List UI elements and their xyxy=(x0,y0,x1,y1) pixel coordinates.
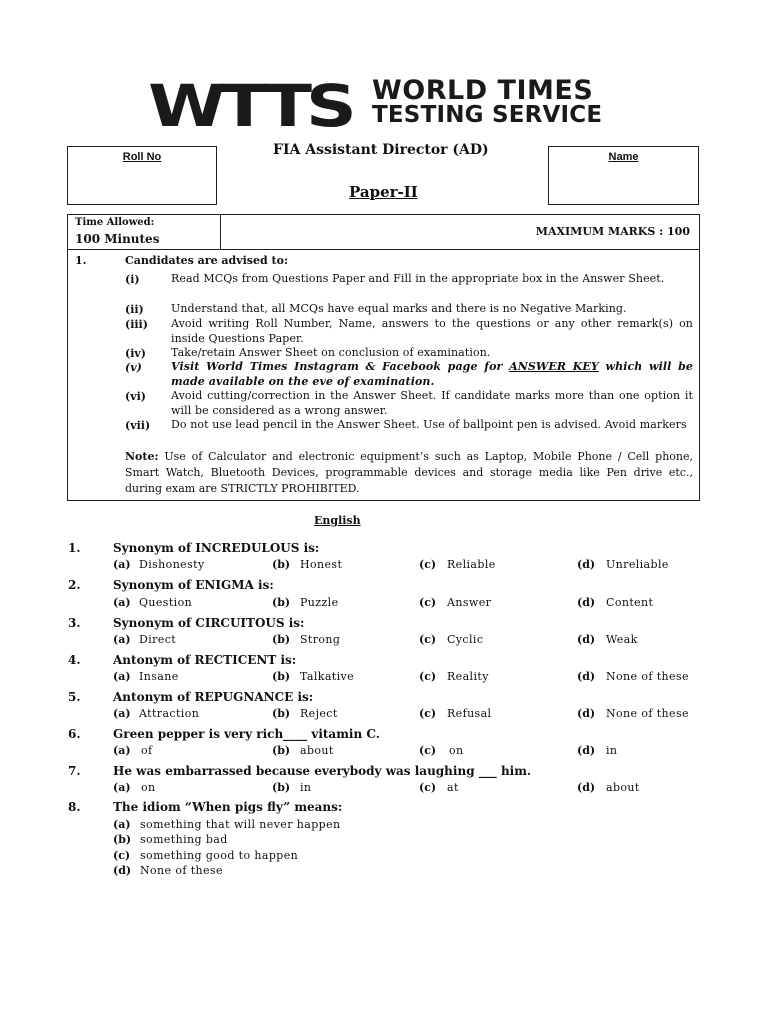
option-text: Question xyxy=(139,596,193,609)
option-label: (b) xyxy=(272,670,291,683)
option-text: Reality xyxy=(447,670,489,683)
instruction-item: Avoid writing Roll Number, Name, answers to the questions or any other remark(s) on inside Questions Paper. xyxy=(171,317,693,345)
question-number: 5. xyxy=(68,690,81,704)
question-text: Synonym of CIRCUITOUS is: xyxy=(113,616,305,630)
option-label: (b) xyxy=(272,781,291,794)
note-label: Note: xyxy=(125,450,159,463)
wtts-logo-text xyxy=(372,75,603,128)
answer-key-text-b: which will be made available on the eve of examination. xyxy=(171,360,693,388)
option-text: in xyxy=(606,744,618,757)
table-divider xyxy=(220,215,221,249)
option-text: Answer xyxy=(447,596,492,609)
option-text: Insane xyxy=(139,670,179,683)
option-text: something good to happen xyxy=(140,849,299,862)
option-text: something that will never happen xyxy=(140,818,341,831)
answer-key-text-a: Visit World Times Instagram & Facebook page for xyxy=(171,360,510,373)
item-roman: (iii) xyxy=(125,318,148,331)
note-paragraph xyxy=(125,449,693,497)
option-label: (a) xyxy=(113,633,131,646)
option-text: Reject xyxy=(300,707,338,720)
exam-title: FIA Assistant Director (AD) xyxy=(273,142,489,158)
option-text: in xyxy=(300,781,312,794)
option-text: Attraction xyxy=(139,707,200,720)
item-roman: (i) xyxy=(125,273,140,286)
option-text: about xyxy=(300,744,334,757)
logo-line-testing-service: TESTING SERVICE xyxy=(372,102,603,128)
option-label: (a) xyxy=(113,707,131,720)
instructions-table xyxy=(67,214,700,501)
option-text: None of these xyxy=(606,670,689,683)
option-label: (c) xyxy=(419,596,437,609)
option-label: (b) xyxy=(113,833,132,846)
option-text: Dishonesty xyxy=(139,558,205,571)
option-text: Refusal xyxy=(447,707,492,720)
option-label: (d) xyxy=(577,596,596,609)
option-label: (c) xyxy=(113,849,131,862)
option-label: (d) xyxy=(577,558,596,571)
roll-no-label: Roll No xyxy=(122,151,162,163)
option-label: (b) xyxy=(272,744,291,757)
item-roman: (vi) xyxy=(125,390,146,403)
question-text: Green pepper is very rich____ vitamin C. xyxy=(113,727,380,741)
note-text: Use of Calculator and electronic equipment’s such as Laptop, Mobile Phone / Cell phone, Smart Watch, Bluetooth Devices, programmable devices and storage media like Pen drive etc., during exam are STRICTLY PROHIBITED. xyxy=(125,450,693,495)
option-label: (a) xyxy=(113,744,131,757)
option-text: something bad xyxy=(140,833,228,846)
instruction-item: Take/retain Answer Sheet on conclusion of examination. xyxy=(171,346,491,359)
option-text: Unreliable xyxy=(606,558,669,571)
option-label: (d) xyxy=(577,670,596,683)
option-text: None of these xyxy=(140,864,223,877)
question-text: The idiom “When pigs fly” means: xyxy=(113,800,343,814)
wtts-logo-mark: WTTS xyxy=(148,72,351,140)
time-allowed-label: Time Allowed: xyxy=(75,217,155,228)
item-roman: (v) xyxy=(125,361,142,374)
option-label: (d) xyxy=(577,781,596,794)
option-label: (c) xyxy=(419,633,437,646)
instruction-heading: Candidates are advised to: xyxy=(125,254,289,267)
question-number: 3. xyxy=(68,616,81,630)
question-text: Synonym of ENIGMA is: xyxy=(113,578,274,592)
option-text: on xyxy=(449,744,464,757)
item-roman: (iv) xyxy=(125,347,146,360)
answer-key-link[interactable]: ANSWER KEY xyxy=(509,360,599,373)
option-text: of xyxy=(141,744,153,757)
section-heading: English xyxy=(314,514,361,527)
option-text: Weak xyxy=(606,633,638,646)
instruction-item: Understand that, all MCQs have equal marks and there is no Negative Marking. xyxy=(171,302,627,315)
option-label: (a) xyxy=(113,558,131,571)
item-roman: (vii) xyxy=(125,419,151,432)
question-number: 2. xyxy=(68,578,81,592)
option-label: (b) xyxy=(272,596,291,609)
question-text: Antonym of RECTICENT is: xyxy=(113,653,297,667)
option-label: (d) xyxy=(577,633,596,646)
question-number: 8. xyxy=(68,800,81,814)
roll-no-box xyxy=(67,146,217,205)
option-label: (b) xyxy=(272,633,291,646)
name-box xyxy=(548,146,699,205)
option-label: (b) xyxy=(272,558,291,571)
option-text: Honest xyxy=(300,558,343,571)
option-label: (d) xyxy=(113,864,132,877)
option-text: None of these xyxy=(606,707,689,720)
question-number: 6. xyxy=(68,727,81,741)
option-text: Puzzle xyxy=(300,596,339,609)
option-label: (c) xyxy=(419,558,437,571)
option-text: Cyclic xyxy=(447,633,484,646)
paper-title: Paper-II xyxy=(349,183,418,201)
option-text: on xyxy=(141,781,156,794)
question-text: He was embarrassed because everybody was laughing ___ him. xyxy=(113,764,532,778)
option-text: Direct xyxy=(139,633,177,646)
name-label: Name xyxy=(608,151,639,163)
option-text: about xyxy=(606,781,640,794)
maximum-marks: MAXIMUM MARKS : 100 xyxy=(535,225,690,238)
option-label: (d) xyxy=(577,707,596,720)
question-text: Synonym of INCREDULOUS is: xyxy=(113,541,320,555)
instruction-item: Do not use lead pencil in the Answer Sheet. Use of ballpoint pen is advised. Avoid markers xyxy=(171,418,687,431)
option-label: (c) xyxy=(419,781,437,794)
question-number: 4. xyxy=(68,653,81,667)
option-text: Strong xyxy=(300,633,341,646)
question-text: Antonym of REPUGNANCE is: xyxy=(113,690,314,704)
option-label: (a) xyxy=(113,818,131,831)
option-text: at xyxy=(447,781,459,794)
instruction-item: Read MCQs from Questions Paper and Fill in the appropriate box in the Answer Sheet. xyxy=(171,272,665,285)
instruction-item-answer-key xyxy=(171,360,693,389)
option-text: Talkative xyxy=(300,670,355,683)
time-allowed-value: 100 Minutes xyxy=(75,232,160,246)
question-number: 7. xyxy=(68,764,81,778)
option-label: (c) xyxy=(419,744,437,757)
option-label: (c) xyxy=(419,707,437,720)
option-label: (b) xyxy=(272,707,291,720)
logo-line-world-times: WORLD TIMES xyxy=(372,75,594,106)
instruction-item: Avoid cutting/correction in the Answer Sheet. If candidate marks more than one option it will be considered as a wrong answer. xyxy=(171,389,693,417)
option-label: (a) xyxy=(113,670,131,683)
option-label: (c) xyxy=(419,670,437,683)
item-roman: (ii) xyxy=(125,303,144,316)
option-text: Content xyxy=(606,596,654,609)
time-marks-row xyxy=(68,215,699,250)
instruction-number: 1. xyxy=(75,254,87,267)
option-label: (a) xyxy=(113,596,131,609)
option-label: (a) xyxy=(113,781,131,794)
option-label: (d) xyxy=(577,744,596,757)
option-text: Reliable xyxy=(447,558,496,571)
question-number: 1. xyxy=(68,541,81,555)
